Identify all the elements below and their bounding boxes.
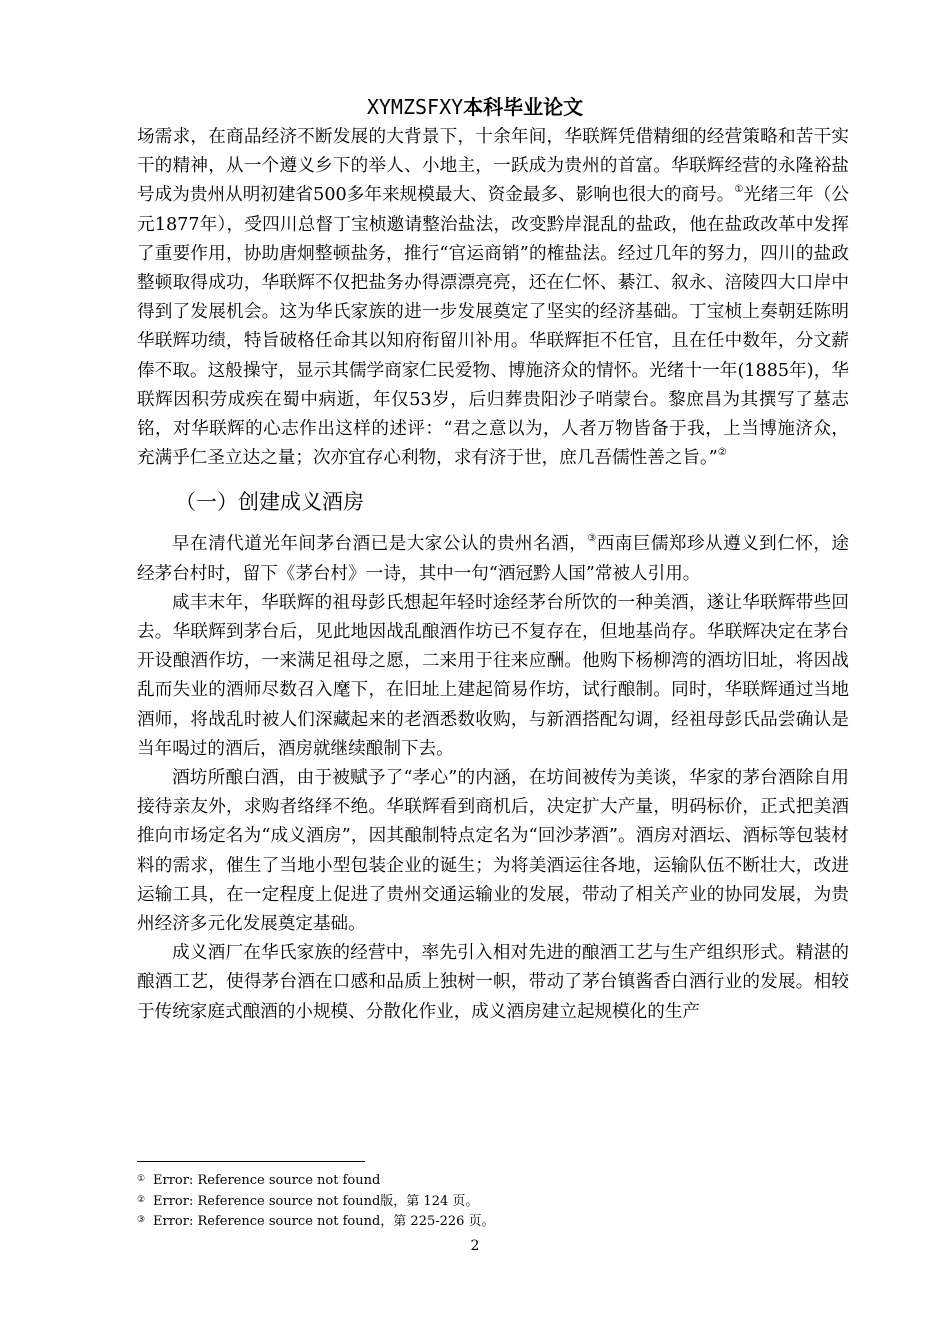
- body-paragraph: 咸丰末年，华联辉的祖母彭氏想起年轻时途经茅台所饮的一种美酒，遂让华联辉带些回去。华联辉到茅台后，见此地因战乱酿酒作坊已不复存在，但地基尚存。华联辉决定在茅台开设酿酒作坊，一来满足祖母之愿，二来用于往来应酬。他购下杨柳湾的酒坊旧址，将因战乱而失业的酒师尽数召入麾下，在旧址上建起简易作坊，试行酿制。同时，华联辉通过当地酒师，将战乱时被人们深藏起来的老酒悉数收购，与新酒搭配勾调，经祖母彭氏品尝确认是当年喝过的酒后，酒房就继续酿制下去。: [137, 592, 849, 759]
- footnote-mark: ③: [137, 1215, 146, 1225]
- body-paragraph: 酒坊所酿白酒，由于被赋予了“孝心”的内涵，在坊间被传为美谈，华家的茅台酒除自用接待亲友外，求购者络绎不绝。华联辉看到商机后，决定扩大产量，明码标价，正式把美酒推向市场定名为“成义酒房”，因其酿制特点定名为“回沙茅酒”。酒房对酒坛、酒标等包装材料的需求，催生了当地小型包装企业的诞生；为将美酒运往各地，运输队伍不断壮大，改进运输工具，在一定程度上促进了贵州交通运输业的发展，带动了相关产业的协同发展，为贵州经济多元化发展奠定基础。: [137, 768, 849, 935]
- body-text: [137, 123, 849, 1027]
- footnote-text: Error: Reference source not found，第 225-226 页。: [153, 1214, 495, 1229]
- footnote-ref-2[interactable]: ②: [717, 447, 727, 459]
- footnote-3: [137, 1211, 849, 1232]
- page-number: 2: [470, 1238, 480, 1254]
- continuation-paragraph: [137, 123, 849, 473]
- paragraph-text: 场需求，在商品经济不断发展的大背景下，十余年间，华联辉凭借精细的经营策略和苦干实干的精神，从一个遵义乡下的举人、小地主，一跃成为贵州的首富。华联辉经营的永隆裕盐号成为贵州从明初建省500多年来规模最大、资金最多、影响也很大的商号。: [137, 127, 849, 206]
- footnote-ref-3[interactable]: ③: [587, 533, 597, 545]
- footnote-text: Error: Reference source not found: [153, 1173, 381, 1188]
- footnotes: [137, 1170, 849, 1232]
- page-header: [0, 94, 950, 120]
- footnote-2: [137, 1191, 849, 1212]
- footnote-separator: [137, 1161, 365, 1162]
- section-heading: （一）创建成义酒房: [175, 490, 364, 515]
- footnote-ref-1[interactable]: ①: [734, 184, 744, 196]
- header-code: XYMZSFXY: [366, 95, 464, 119]
- footnote-text: Error: Reference source not found版，第 124 页。: [153, 1193, 479, 1209]
- paragraph-text: 早在清代道光年间茅台酒已是大家公认的贵州名酒，: [172, 534, 588, 555]
- footnote-mark: ②: [137, 1194, 146, 1205]
- paragraph-text: 西南巨儒郑珍从遵义到仁怀，途经茅台村时，留下《茅台村》一诗，其中一句“酒冠黔人国”常被人引用。: [137, 534, 849, 584]
- footnote-mark: ①: [137, 1174, 146, 1184]
- paragraph-text: 光绪三年（公元1877年），受四川总督丁宝桢邀请整治盐法，改变黔岸混乱的盐政，他在盐政改革中发挥了重要作用，协助唐炯整顿盐务，推行“官运商销”的榷盐法。经过几年的努力，四川的盐政整顿取得成功，华联辉不仅把盐务办得漂漂亮亮，还在仁怀、綦江、叙永、涪陵四大口岸中得到了发展机会。这为华氏家族的进一步发展奠定了坚实的经济基础。丁宝桢上奏朝廷陈明华联辉功绩，特旨破格任命其以知府衔留川补用。华联辉拒不任官，且在任中数年，分文薪俸不取。这般操守，显示其儒学商家仁民爱物、博施济众的情怀。光绪十一年(1885年)，华联辉因积劳成疾在蜀中病逝，年仅53岁，后归葬贵阳沙子哨蒙台。黎庶昌为其撰写了墓志铭，对华联辉的心志作出这样的述评：“君之意以为，人者万物皆备于我，上当博施济众，充满乎仁圣立达之量；次亦宜存心利物，求有济于世，庶几吾儒性善之旨。”: [137, 185, 849, 469]
- body-paragraph: 成义酒厂在华氏家族的经营中，率先引入相对先进的酿酒工艺与生产组织形式。精湛的酿酒工艺，使得茅台酒在口感和品质上独树一帜，带动了茅台镇酱香白酒行业的发展。相较于传统家庭式酿酒的小规模、分散化作业，成义酒房建立起规模化的生产: [137, 943, 849, 1022]
- header-title: 本科毕业论文: [463, 95, 584, 119]
- body-paragraph: [137, 530, 849, 588]
- footnote-1: [137, 1170, 849, 1191]
